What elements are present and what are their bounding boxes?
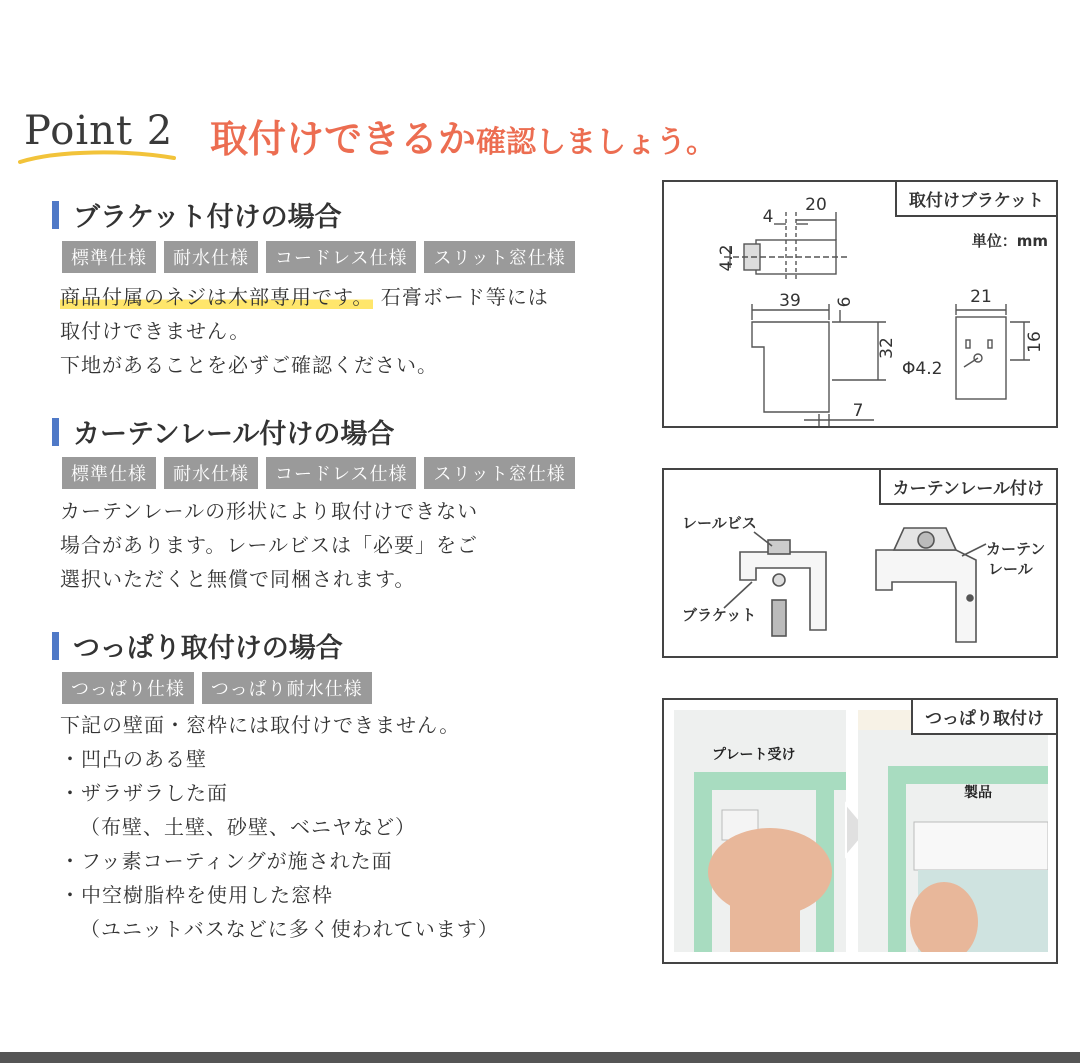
rail-drawing (664, 470, 1058, 658)
tag: つっぱり耐水仕様 (202, 672, 372, 704)
swoosh-decoration (18, 146, 178, 168)
tag-list-bracket (62, 241, 575, 273)
dim-label: 21 (970, 287, 992, 307)
bottom-border (0, 1052, 1080, 1063)
tag: スリット窓仕様 (424, 241, 574, 273)
callout-rail: レール (988, 560, 1033, 578)
tag: つっぱり仕様 (62, 672, 194, 704)
section-body-rail: カーテンレールの形状により取付けできない 場合があります。レールビスは「必要」をご 選択いただくと無償で同梱されます。 (60, 499, 479, 591)
dim-label: 6 (835, 296, 855, 308)
highlighted-note: 商品付属のネジは木部専用です。 (60, 285, 374, 309)
figure-label: カーテンレール付け (879, 470, 1056, 505)
bracket-dimension-figure (662, 180, 1058, 428)
dim-label: 16 (1025, 331, 1045, 353)
callout-plate: プレート受け (712, 747, 796, 763)
tag: コードレス仕様 (266, 241, 416, 273)
tag-list-rail (62, 457, 575, 489)
dim-label: 32 (877, 337, 897, 359)
tag: 耐水仕様 (164, 457, 258, 489)
dim-label: 4 (762, 207, 774, 227)
section-body-bracket: 商品付属のネジは木部専用です。 石膏ボード等には 取付けできません。 下地があることを必ずご確認ください。 (60, 285, 549, 377)
callout-product: 製品 (964, 785, 992, 801)
section-body-tension: 下記の壁面・窓枠には取付けできません。 ・凹凸のある壁 ・ザラザラした面 （布壁、土壁、砂壁、ベニヤなど） ・フッ素コーティングが施された面 ・中空樹脂枠を使用した窓枠 （ユニットバスなどに多く使われています） (60, 713, 499, 941)
tag: コードレス仕様 (266, 457, 416, 489)
bracket-drawing (664, 182, 1058, 428)
section-title-tension: つっぱり取付けの場合 (52, 626, 343, 665)
callout-curtain: カーテン (986, 540, 1046, 558)
tag: 標準仕様 (62, 241, 156, 273)
figure-label: 取付けブラケット (895, 182, 1056, 217)
section-bar (52, 418, 59, 446)
callout-rail-screw: レールビス (682, 514, 757, 532)
section-bar (52, 201, 59, 229)
section-title-bracket: ブラケット付けの場合 (52, 195, 342, 234)
page-headline (210, 108, 716, 163)
callout-bracket: ブラケット (682, 606, 757, 624)
headline-small: 確認しましょう。 (476, 125, 717, 160)
rail-mount-figure (662, 468, 1058, 658)
dim-label: 39 (779, 291, 801, 311)
tension-mount-figure (662, 698, 1058, 964)
photo-after (858, 710, 1048, 952)
tag: 標準仕様 (62, 457, 156, 489)
headline-large: 取付けできるか (210, 117, 477, 161)
dim-label: 20 (805, 195, 827, 215)
tag: スリット窓仕様 (424, 457, 574, 489)
tag-list-tension (62, 672, 372, 704)
point-label: Point 2 (24, 108, 174, 154)
unit-label: 単位：mm (971, 232, 1048, 250)
dim-label: Φ4.2 (902, 359, 943, 379)
dim-label: 7 (852, 401, 864, 421)
section-title-rail: カーテンレール付けの場合 (52, 412, 394, 451)
photo-before (674, 710, 846, 952)
dim-label: 4.2 (717, 244, 737, 272)
figure-label: つっぱり取付け (911, 700, 1056, 735)
section-bar (52, 632, 59, 660)
tag: 耐水仕様 (164, 241, 258, 273)
